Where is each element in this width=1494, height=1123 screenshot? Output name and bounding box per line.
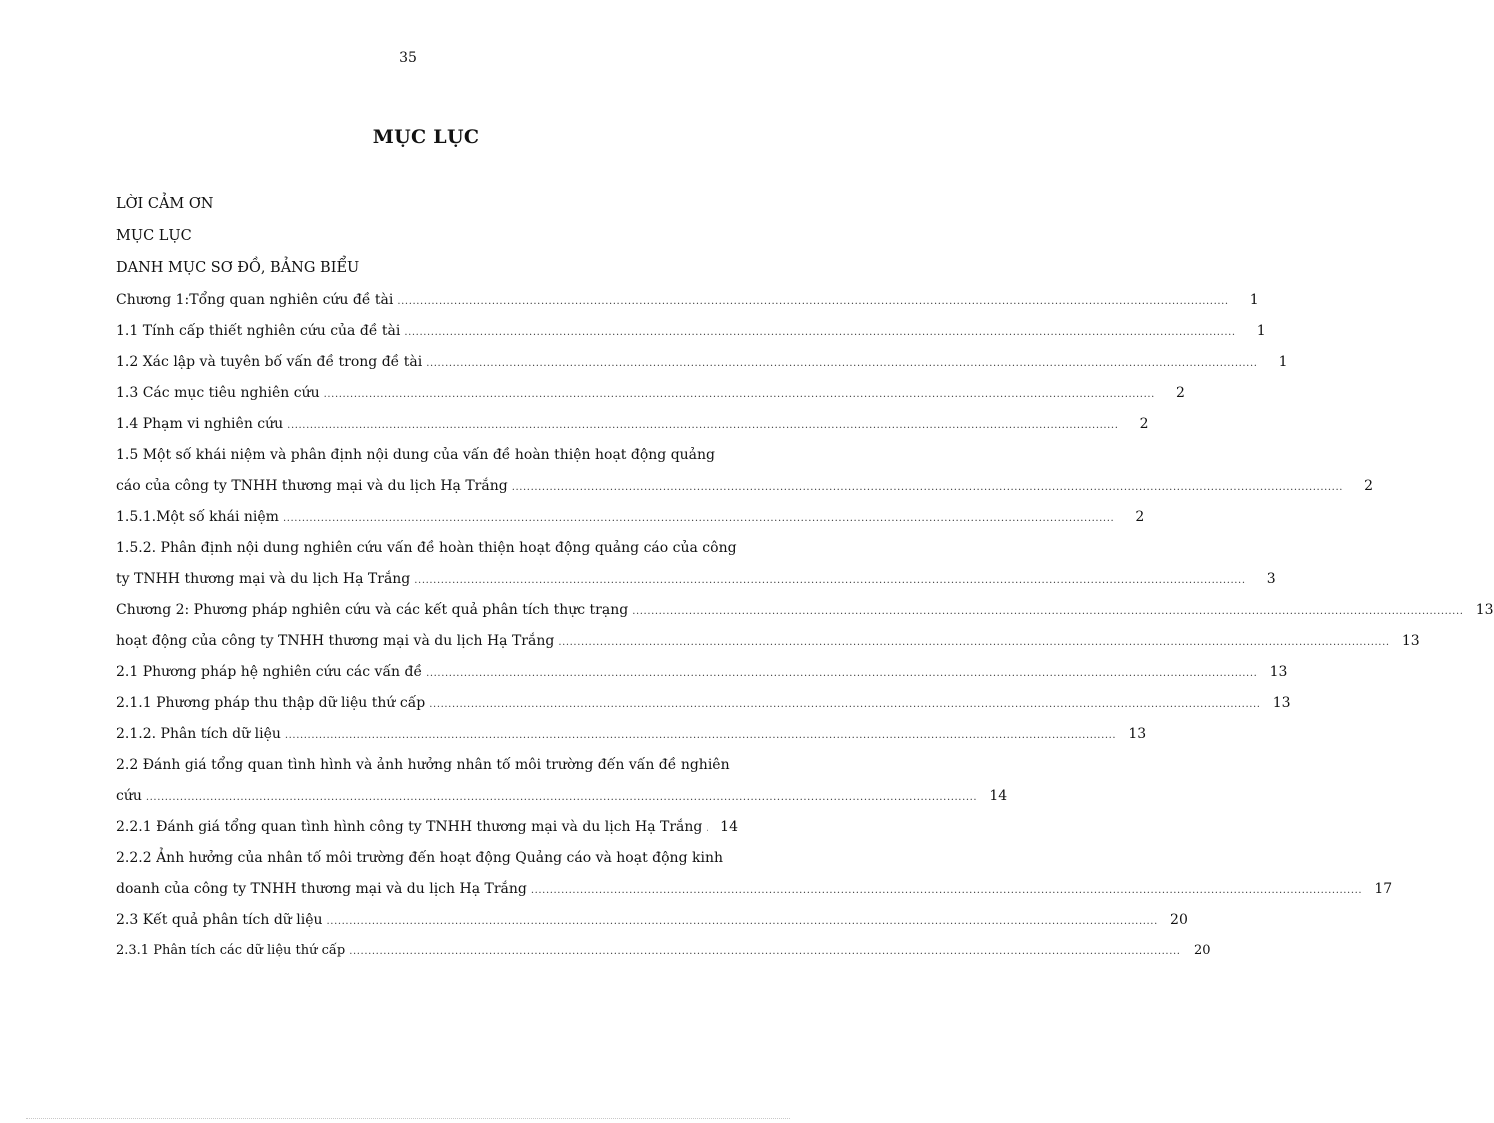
toc-entry-label: 1.2 Xác lập và tuyên bố vấn đề trong đề tài	[116, 354, 423, 370]
toc-entry	[116, 317, 1266, 348]
toc-entry-label-line1: 1.5.2. Phân định nội dung nghiên cứu vấn đề hoàn thiện hoạt động quảng cáo của công	[116, 540, 737, 556]
toc-entry-page: 13	[1269, 664, 1288, 680]
dot-leader: ............................................................................................................................................................................................................................	[323, 389, 1155, 400]
toc-entry-page: 14	[720, 819, 738, 835]
toc-entry	[116, 720, 1147, 751]
page-number: 35	[399, 50, 417, 66]
toc-entry	[116, 937, 1211, 968]
toc-entry-first-line	[116, 844, 738, 875]
toc-entry-first-line	[116, 441, 738, 472]
toc-entry-page: 2	[1364, 478, 1374, 494]
dot-leader: ............................................................................................................................................................................................................................	[426, 668, 1258, 679]
toc-entry-page: 3	[1266, 571, 1276, 587]
toc-entry-label: Chương 2: Phương pháp nghiên cứu và các kết quả phân tích thực trạng	[116, 602, 629, 618]
toc-entry-label: 1.1 Tính cấp thiết nghiên cứu của đề tài	[116, 323, 401, 339]
toc-entry	[116, 286, 1259, 317]
toc-entry-label: 1.5.1.Một số khái niệm	[116, 509, 279, 525]
toc-entry-label-line1: 2.2 Đánh giá tổng quan tình hình và ảnh hưởng nhân tố môi trường đến vấn đề nghiên	[116, 757, 730, 773]
toc-entry	[116, 503, 1145, 534]
toc-entry-label: cáo của công ty TNHH thương mại và du lịch Hạ Trắng	[116, 478, 508, 494]
dot-leader: ............................................................................................................................................................................................................................	[287, 420, 1119, 431]
toc-entry-page: 2	[1176, 385, 1185, 401]
dot-leader: ............................................................................................................................................................................................................................	[530, 885, 1363, 896]
toc-entry-first-line	[116, 751, 738, 782]
toc-entry-label: ty TNHH thương mại và du lịch Hạ Trắng	[116, 571, 411, 587]
toc-entry-page: 2	[1135, 509, 1145, 525]
toc-entry	[116, 565, 1276, 596]
dot-leader: ............................................................................................................................................................................................................................	[426, 358, 1258, 369]
toc-entry-label-line1: 1.5 Một số khái niệm và phân định nội dung của vấn đề hoàn thiện hoạt động quảng	[116, 447, 715, 463]
toc-entry	[116, 348, 1288, 379]
dot-leader: ............................................................................................................................................................................................................................	[404, 327, 1236, 338]
toc-entry-page: 20	[1170, 912, 1188, 928]
toc-entry	[116, 813, 738, 844]
dot-leader: ............................................................................................................................................................................................................................	[558, 637, 1390, 648]
dot-leader: ............................................................................................................................................................................................................................	[397, 296, 1229, 307]
toc-entry	[116, 689, 1291, 720]
bottom-dotted-rule	[26, 1118, 790, 1119]
toc-entry-label: 1.4 Phạm vi nghiên cứu	[116, 416, 284, 432]
toc-entry	[116, 596, 1494, 627]
toc-heading-acknowledgements: LỜI CẢM ƠN	[116, 196, 214, 212]
toc-entry-page: 13	[1401, 633, 1420, 649]
toc-entry-label: 2.1.2. Phân tích dữ liệu	[116, 726, 281, 742]
dot-leader: ............................................................................................................................................................................................................................	[326, 916, 1158, 927]
toc-entry-label: 2.2.1 Đánh giá tổng quan tình hình công ty TNHH thương mại và du lịch Hạ Trắng	[116, 819, 703, 835]
toc-entry-label: cứu	[116, 788, 142, 804]
toc-entry-page: 13	[1128, 726, 1147, 742]
dot-leader: ............................................................................................................................................................................................................................	[349, 946, 1181, 957]
dot-leader: ............................................................................................................................................................................................................................	[632, 606, 1464, 617]
toc-entry-label: doanh của công ty TNHH thương mại và du lịch Hạ Trắng	[116, 881, 527, 897]
table-of-contents	[116, 190, 1494, 968]
toc-entry-label-line1: 2.2.2 Ảnh hưởng của nhân tố môi trường đến hoạt động Quảng cáo và hoạt động kinh	[116, 850, 723, 866]
toc-entry-label: 2.1.1 Phương pháp thu thập dữ liệu thứ cấp	[116, 695, 426, 711]
toc-entry-label: 2.1 Phương pháp hệ nghiên cứu các vấn đề	[116, 664, 423, 680]
page-title: MỤC LỤC	[372, 126, 480, 148]
toc-entry-page: 20	[1194, 943, 1211, 958]
toc-entry-label: 1.3 Các mục tiêu nghiên cứu	[116, 385, 320, 401]
dot-leader: ............................................................................................................................................................................................................................	[511, 482, 1344, 493]
toc-entry-page: 2	[1139, 416, 1149, 432]
toc-entry-label: Chương 1:Tổng quan nghiên cứu đề tài	[116, 292, 394, 308]
toc-entry-page: 13	[1272, 695, 1291, 711]
toc-entry-page: 13	[1475, 602, 1494, 618]
toc-entry-page: 1	[1249, 292, 1259, 308]
toc-entry-page: 1	[1278, 354, 1288, 370]
dot-leader	[706, 815, 708, 843]
toc-entry-page: 17	[1374, 881, 1393, 897]
toc-entry-label: 2.3.1 Phân tích các dữ liệu thứ cấp	[116, 943, 346, 958]
dot-leader: ............................................................................................................................................................................................................................	[145, 792, 978, 803]
toc-entry	[116, 875, 1393, 906]
toc-entry	[116, 782, 1008, 813]
dot-leader: ............................................................................................................................................................................................................................	[282, 513, 1115, 524]
dot-leader: ............................................................................................................................................................................................................................	[429, 699, 1261, 710]
toc-entry-label: hoạt động của công ty TNHH thương mại và du lịch Hạ Trắng	[116, 633, 555, 649]
toc-entry-page: 1	[1256, 323, 1266, 339]
toc-entry-page: 14	[989, 788, 1008, 804]
toc-entry	[116, 379, 1185, 410]
toc-entry	[116, 658, 1288, 689]
toc-entry	[116, 410, 1149, 441]
toc-entry-label: 2.3 Kết quả phân tích dữ liệu	[116, 912, 323, 928]
toc-entry-first-line	[116, 534, 738, 565]
dot-leader: ............................................................................................................................................................................................................................	[414, 575, 1246, 586]
toc-entry	[116, 906, 1188, 937]
toc-entry	[116, 472, 1374, 503]
toc-entry	[116, 627, 1420, 658]
toc-heading-figures-tables: DANH MỤC SƠ ĐỒ, BẢNG BIỂU	[116, 260, 360, 276]
toc-heading-contents: MỤC LỤC	[116, 228, 192, 244]
dot-leader: ............................................................................................................................................................................................................................	[284, 730, 1117, 741]
